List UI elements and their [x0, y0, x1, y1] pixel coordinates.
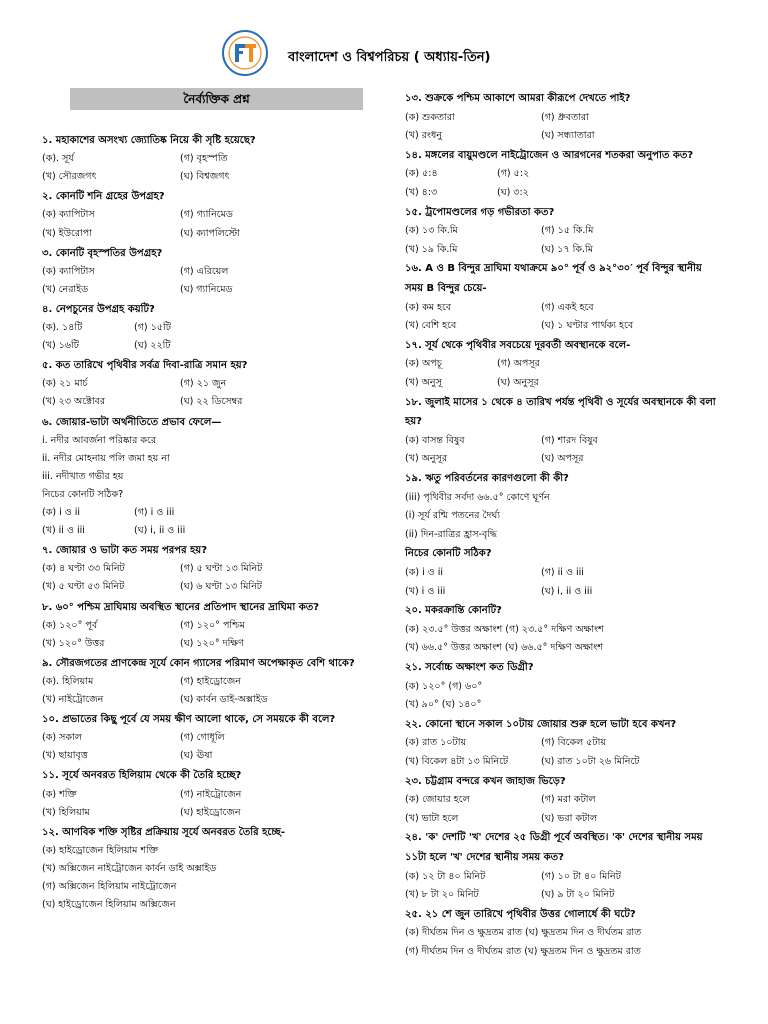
answer-option: (খ) ii ও iii: [42, 525, 85, 537]
answer-option: (খ) ৮ টা ২০ মিনিট: [405, 889, 479, 901]
answer-option: (ক) সকাল: [42, 732, 82, 744]
answer-option: (ঘ) সন্ধ্যাতারা: [541, 130, 595, 142]
question-text: ৯. সৌরজগতের প্রাণকেন্দ্র সূর্যে কোন গ্যাসের পরিমাণ অপেক্ষাকৃত বেশি থাকে?: [42, 657, 355, 669]
answer-option: (ঘ) ৯ টা ২০ মিনিট: [541, 889, 615, 901]
answer-option: (ক) i ও ii: [405, 567, 444, 578]
question-text: ১৩. শুক্রকে পশ্চিম আকাশে আমরা কীরূপে দেখতে পাই?: [405, 93, 631, 104]
question-text: ২৪. 'ক' দেশটি 'খ' দেশের ২৫ ডিগ্রী পূর্বে অবস্থিত। 'ক' দেশের স্থানীয় সময়: [405, 832, 703, 844]
question-text: ১৪. মঙ্গলের বায়ুমণ্ডলে নাইট্রোজেন ও আরগনের শতকরা অনুপাত কত?: [405, 149, 694, 161]
question-text: হয়?: [405, 416, 422, 428]
answer-option: (গ) ১৫ কি.মি: [541, 225, 594, 237]
answer-option: (ক). হিলিয়াম: [42, 675, 94, 687]
section-title: নৈর্ব্যক্তিক প্রশ্ন: [70, 88, 363, 110]
answer-option: (ক). ১৪টি: [42, 322, 83, 333]
answer-option: (ঘ) ১২০° দক্ষিণ: [180, 637, 244, 649]
answer-option: (ঘ) ২২ ডিসেম্বর: [180, 396, 243, 408]
question-text: ১৬. A ও B বিন্দুর দ্রাঘিমা যথাক্রমে ৯০° পূর্ব ও ৯২°৩০′ পূর্ব বিন্দুর স্থানীয়: [405, 263, 702, 275]
question-text: ১৯. ঋতু পরিবর্তনের কারণগুলো কী কী?: [405, 473, 569, 484]
answer-option: (ক) কম হবে: [405, 301, 452, 313]
answer-option: (ক) ১২০° পূর্ব: [42, 619, 98, 631]
answer-option: (খ) ৫ ঘণ্টা ৫৩ মিনিট: [42, 581, 125, 593]
document-title: বাংলাদেশ ও বিশ্বপরিচয় ( অধ্যায়-তিন): [288, 50, 491, 65]
question-text: ৩. কোনটি বৃহস্পতির উপগ্রহ?: [42, 247, 163, 259]
answer-option: iii. নদীখাত গভীর হয়: [42, 470, 124, 482]
answer-option: (ক) ৫:৪: [405, 168, 438, 180]
answer-option: (খ) নেরাইড: [42, 283, 89, 295]
answer-option: (গ) ৫:২: [497, 168, 530, 180]
answer-option: (ঘ) ১ ঘণ্টার পার্থক্য হবে: [541, 320, 634, 332]
answer-option: (খ) বিকেল ৪টা ১৩ মিনিটে: [405, 756, 509, 767]
answer-option: নিচের কোনটি সঠিক?: [42, 488, 124, 500]
question-text: ১. মহাকাশের অসংখ্য জ্যোতিষ্ক নিয়ে কী সৃষ্টি হয়েছে?: [42, 135, 256, 146]
answer-option: (ক) ক্যাপিটাস: [42, 209, 95, 221]
answer-option: (গ) ii ও iii: [541, 567, 584, 578]
answer-option: (ক) অপচূ: [405, 358, 442, 370]
question-text: ১৫. ট্রপোমণ্ডলের গড় গভীরতা কত?: [405, 206, 555, 218]
answer-option: (ঘ) হাইড্রোজেন: [180, 806, 241, 818]
answer-option: (গ) মরা কটাল: [541, 794, 596, 806]
answer-option: (ক) হাইড্রোজেন হিলিয়াম শক্তি: [42, 844, 159, 856]
answer-option: (ঘ) গ্যানিমেড: [180, 283, 233, 295]
answer-option: (i) সূর্য রশ্মি পতনের দৈর্ঘ্য: [405, 510, 500, 522]
question-text: ২২. কোনো স্থানে সকাল ১০টায় জোয়ার শুরু হলে ভাটা হবে কখন?: [405, 718, 677, 730]
answer-option: (ঘ) ভরা কটাল: [541, 812, 598, 824]
answer-option: (ক) ১২ টা ৪০ মিনিট: [405, 870, 486, 882]
answer-option: (ঘ) অপসূর: [541, 453, 584, 465]
answer-option: (ঘ) i, ii ও iii: [541, 585, 593, 597]
answer-option: (গ) বিকেল ৫টায়: [541, 737, 606, 749]
answer-option: (খ) সৌরজগৎ: [42, 171, 97, 183]
answer-option: (গ) গোধূলি: [180, 732, 225, 744]
fahads-tutorial-logo-icon: [222, 30, 268, 76]
answer-option: (খ) রংধনু: [405, 130, 442, 142]
answer-option: i. নদীর আবর্জনা পরিষ্কার করে: [42, 434, 157, 446]
answer-option: (ঘ) অনুসূর: [497, 377, 539, 388]
answer-option: (ঘ) i, ii ও iii: [134, 525, 186, 537]
answer-option: (খ) অক্সিজেন নাইট্রোজেন কার্বন ডাই অক্সাইড: [42, 862, 217, 874]
answer-option: (ক) ১৩ কি.মি: [405, 225, 458, 237]
answer-option: (খ) বেশি হবে: [405, 320, 457, 332]
document-header: [0, 28, 768, 80]
answer-option: (ক) i ও ii: [42, 507, 81, 518]
answer-option: (খ) ২৩ অক্টোবর: [42, 396, 106, 408]
answer-option: (গ) ১৫টি: [134, 322, 171, 333]
question-text: নিচের কোনটি সঠিক?: [405, 548, 492, 560]
answer-option: (গ) ১০ টা ৪০ মিনিট: [541, 870, 621, 882]
answer-option: (ক) রাত ১০টায়: [405, 737, 467, 749]
answer-option: (ক) শুকতারা: [405, 111, 455, 123]
answer-option: (গ) ১২০° পশ্চিম: [180, 619, 245, 631]
answer-option: (iii) পৃথিবীর সর্বদা ৬৬.৫° কোণে ঘূর্ণন: [405, 491, 550, 503]
answer-option: (খ) ছায়াবৃত্ত: [42, 750, 88, 762]
answer-option: (গ) নাইট্রোজেন: [180, 788, 242, 800]
answer-option: (ঘ) বিশ্বজগৎ: [180, 171, 230, 183]
answer-option: (ক) ২৩.৫° উত্তর অক্ষাংশ (গ) ২৩.৫° দক্ষিণ অক্ষাংশ: [405, 623, 604, 635]
answer-option: (ক) জোয়ার হলে: [405, 794, 470, 806]
answer-option: (ক) বাসন্ত বিষুব: [405, 434, 465, 446]
answer-option: (খ) অনুসূ: [405, 377, 442, 388]
answer-option: (খ) ১৯ কি.মি: [405, 243, 458, 255]
answer-option: (খ) ইউরোপা: [42, 227, 93, 239]
question-text: সময় B বিন্দুর চেয়ে-: [405, 283, 487, 294]
question-text: ২০. মকরক্রান্তি কোনটি?: [405, 605, 502, 617]
answer-option: (ii) দিন-রাত্রির হ্রাস-বৃদ্ধি: [405, 528, 497, 540]
answer-option: (ক) ক্যাপিটাস: [42, 265, 95, 277]
question-text: ২১. সর্বোচ্চ অক্ষাংশ কত ডিগ্রী?: [405, 662, 534, 673]
question-text: ৪. নেপচুনের উপগ্রহ কয়টি?: [42, 303, 155, 315]
question-text: ২৩. চট্টগ্রাম বন্দরে কখন জাহাজ ভিড়ে?: [405, 775, 566, 787]
question-text: ১১. সূর্যে অনবরত হিলিয়াম থেকে কী তৈরি হচ্ছে?: [42, 770, 242, 782]
answer-option: (গ) অপসূর: [497, 358, 540, 370]
answer-option: (খ) অনুসূর: [405, 453, 448, 465]
answer-option: (গ) অক্সিজেন হিলিয়াম নাইট্রোজেন: [42, 881, 177, 892]
answer-option: (গ) এরিয়েল: [180, 265, 229, 277]
answer-option: (গ) ৫ ঘণ্টা ১৩ মিনিট: [180, 563, 263, 575]
answer-option: (ক) ১২০° (গ) ৬০°: [405, 680, 483, 692]
answer-option: (ঘ) ৬ ঘণ্টা ১৩ মিনিট: [180, 581, 262, 593]
question-text: ১৭. সূর্য থেকে পৃথিবীর সবচেয়ে দূরবর্তী অবস্থানকে বলে-: [405, 339, 631, 351]
question-text: ৮. ৬০° পশ্চিম দ্রাঘিমায় অবস্থিত স্থানের প্রতিপাদ স্থানের দ্রাঘিমা কত?: [42, 601, 320, 613]
answer-option: (গ) হাইড্রোজেন: [180, 675, 241, 687]
answer-option: (ঘ) ক্যাপলিস্টো: [180, 227, 240, 239]
answer-option: (খ) হিলিয়াম: [42, 806, 90, 818]
answer-option: (ঘ) কার্বন ডাই-অক্সাইড: [180, 694, 268, 705]
answer-option: (গ) ধ্রুবতারা: [541, 111, 589, 123]
question-text: ২৫. ২১ শে জুন তারিখে পৃথিবীর উত্তর গোলার্ধে কী ঘটে?: [405, 908, 636, 920]
question-text: ৬. জোয়ার-ভাটা অর্থনীতিতে প্রভাব ফেলে—: [42, 416, 222, 428]
answer-option: (গ) শারদ বিষুব: [541, 434, 598, 446]
answer-option: (গ) একই হবে: [541, 301, 594, 313]
answer-option: (ঘ) হাইড্রোজেন হিলিয়াম অক্সিজেন: [42, 899, 176, 911]
answer-option: (ঘ) ১৭ কি.মি: [541, 243, 594, 255]
answer-option: (ক) ২১ মার্চ: [42, 378, 88, 390]
answer-option: (ক) শক্তি: [42, 788, 77, 800]
answer-option: (ক) ৪ ঘণ্টা ৩৩ মিনিট: [42, 563, 125, 575]
answer-option: (খ) ৪:৩: [405, 187, 438, 198]
answer-option: (খ) নাইট্রোজেন: [42, 694, 104, 705]
answer-option: (খ) i ও iii: [405, 585, 446, 597]
question-text: ১০. প্রভাতের কিছু পূর্বে যে সময় ক্ষীণ আলো থাকে, সে সময়কে কী বলে?: [42, 714, 336, 726]
question-text: ১১টা হলে 'খ' দেশের স্থানীয় সময় কত?: [405, 852, 564, 863]
answer-option: (গ) ২১ জুন: [180, 378, 227, 390]
question-text: ১৮. জুলাই মাসের ১ থেকে ৪ তারিখ পর্যন্ত পৃথিবী ও সূর্যের অবস্থানকে কী বলা: [405, 396, 716, 408]
answer-option: (খ) ৯০° (ঘ) ১৪০°: [405, 699, 482, 711]
answer-option: (গ) গ্যানিমেড: [180, 209, 233, 221]
answer-option: (খ) ভাটা হলে: [405, 812, 459, 824]
answer-option: (খ) ৬৬.৫° উত্তর অক্ষাংশ (ঘ) ৬৬.৫° দক্ষিণ অক্ষাংশ: [405, 642, 603, 654]
question-text: ১২. আণবিক শক্তি সৃষ্টির প্রক্রিয়ায় সূর্যে অনবরত তৈরি হচ্ছে-: [42, 826, 285, 838]
answer-option: ii. নদীর মোহনায় পলি জমা হয় না: [42, 452, 170, 464]
answer-option: (খ) ১২০° উত্তর: [42, 637, 105, 649]
question-text: ৭. জোয়ার ও ভাটা কত সময় পরপর হয়?: [42, 545, 207, 557]
answer-option: (ঘ) ৩:২: [497, 187, 529, 198]
question-text: ৫. কত তারিখে পৃথিবীর সর্বত্র দিবা-রাত্রি সমান হয়?: [42, 360, 248, 372]
answer-option: (গ) i ও iii: [134, 507, 175, 518]
question-text: ২. কোনটি শনি গ্রহের উপগ্রহ?: [42, 191, 165, 203]
answer-option: (গ) দীর্ঘতম দিন ও দীর্ঘতম রাত (ঘ) ক্ষুদ্রতম দিন ও ক্ষুদ্রতম রাত: [405, 946, 641, 957]
answer-option: (ঘ) ঊষা: [180, 750, 213, 762]
answer-option: (ক) দীর্ঘতম দিন ও ক্ষুদ্রতম রাত (ঘ) ক্ষুদ্রতম দিন ও দীর্ঘতম রাত: [405, 927, 642, 939]
answer-option: (ঘ) রাত ১০টা ২৬ মিনিটে: [541, 756, 640, 767]
answer-option: (ঘ) ২২টি: [134, 340, 171, 352]
answer-option: (খ) ১৬টি: [42, 340, 79, 352]
answer-option: (ক). সূর্য: [42, 153, 74, 165]
answer-option: (গ) বৃহস্পতি: [180, 153, 228, 165]
